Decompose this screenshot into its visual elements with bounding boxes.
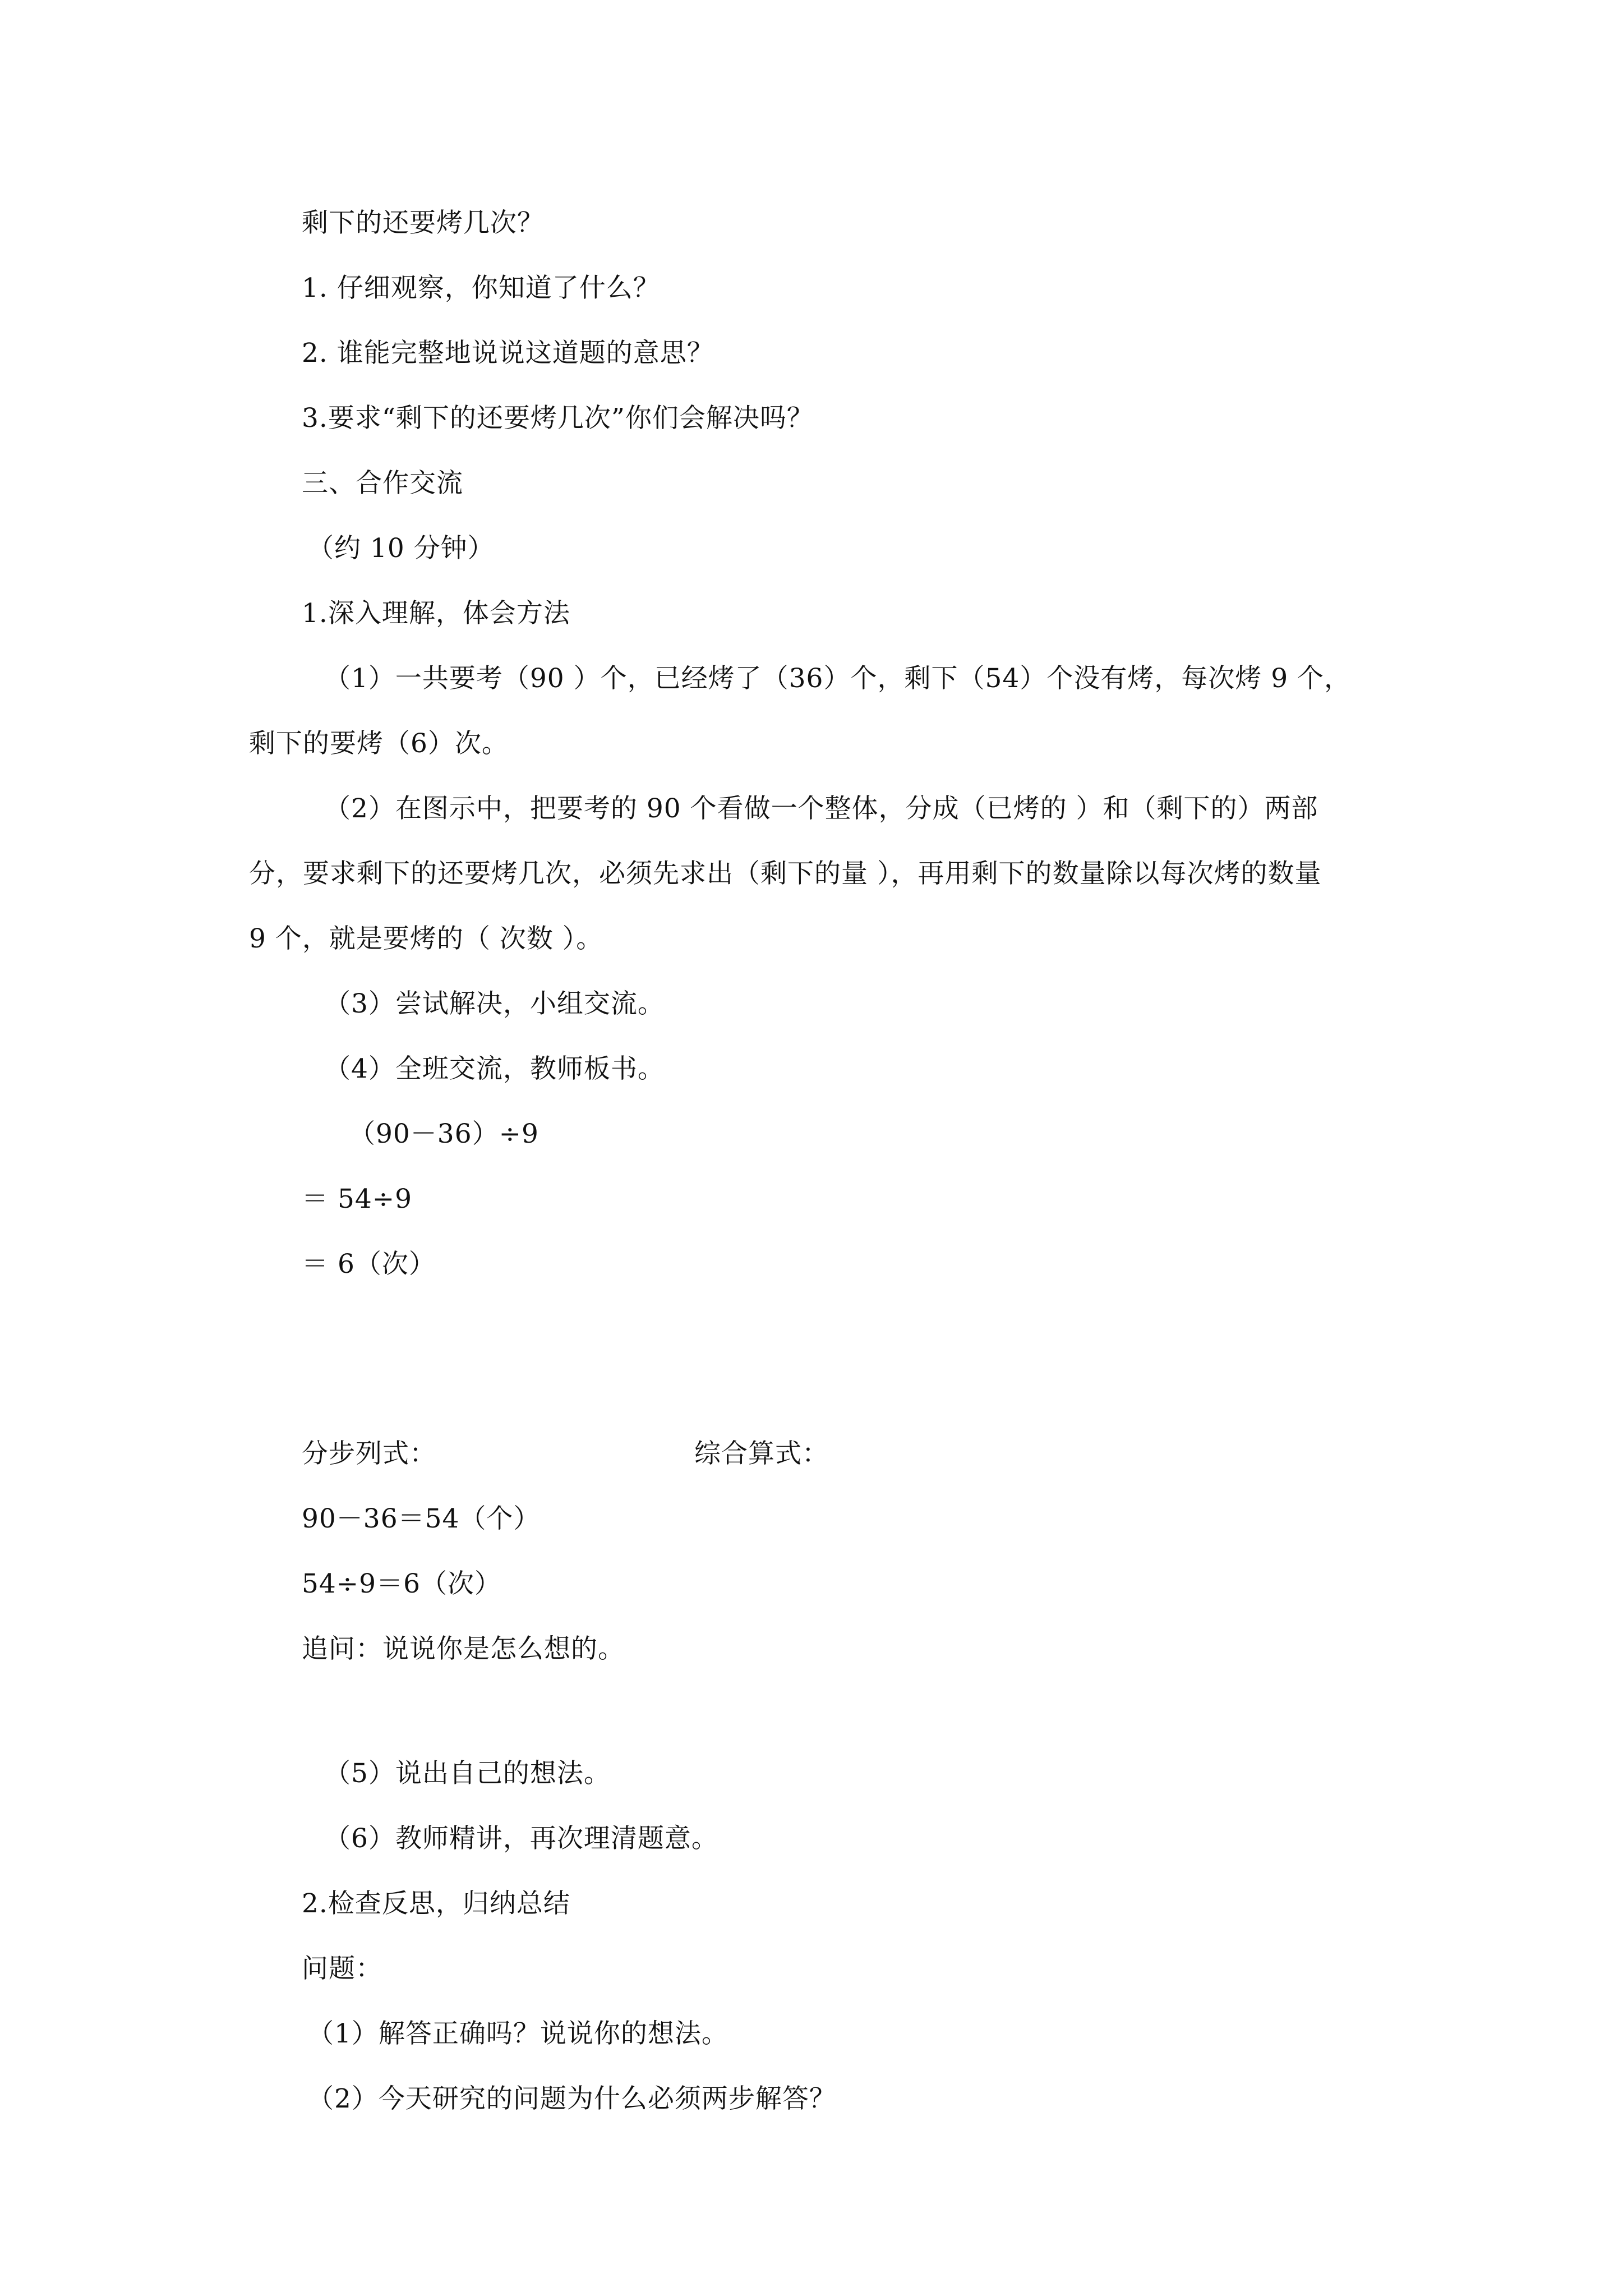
item1-line2: 剩下的要烤（6）次。 — [249, 728, 509, 759]
item2-line1: （2）在图示中，把要考的 90 个看做一个整体，分成（已烤的 ）和（剩下的）两部 — [324, 793, 1318, 824]
intro-question: 剩下的还要烤几次？ — [302, 208, 544, 238]
item6: （6）教师精讲，再次理清题意。 — [324, 1823, 718, 1854]
step-method-label: 分步列式： — [302, 1438, 436, 1469]
observe-question-3: 3.要求“剩下的还要烤几次”你们会解决吗？ — [302, 403, 814, 434]
section-time: （约 10 分钟） — [307, 533, 495, 564]
question-2: （2）今天研究的问题为什么必须两步解答？ — [307, 2083, 836, 2114]
section-title: 三、合作交流 — [302, 468, 463, 499]
item2-line3: 9 个，就是要烤的（ 次数 ）。 — [249, 923, 603, 954]
followup-question: 追问：说说你是怎么想的。 — [302, 1634, 625, 1664]
questions-label: 问题： — [302, 1953, 382, 1984]
combined-label: 综合算式： — [694, 1438, 829, 1469]
calc-line-2: ＝ 54÷9 — [302, 1184, 413, 1214]
step2-title: 2.检查反思，归纳总结 — [302, 1888, 570, 1919]
item4: （4）全班交流，教师板书。 — [324, 1053, 665, 1084]
observe-question-1: 1. 仔细观察，你知道了什么？ — [302, 273, 660, 303]
step-calc-2: 54÷9＝6（次） — [302, 1568, 501, 1599]
observe-question-2: 2. 谁能完整地说说这道题的意思？ — [302, 338, 714, 369]
question-1: （1）解答正确吗？说说你的想法。 — [307, 2018, 728, 2049]
step1-title: 1.深入理解，体会方法 — [302, 598, 570, 629]
item1-line1: （1）一共要考（90 ）个，已经烤了（36）个，剩下（54）个没有烤，每次烤 9 个， — [324, 663, 1352, 694]
calc-line-1: （90－36）÷9 — [349, 1119, 539, 1149]
step-calc-1: 90－36＝54（个） — [302, 1503, 541, 1534]
item2-line2: 分，要求剩下的还要烤几次，必须先求出（剩下的量 ），再用剩下的数量除以每次烤的数量 — [249, 858, 1322, 889]
calc-line-3: ＝ 6（次） — [302, 1249, 436, 1280]
item5: （5）说出自己的想法。 — [324, 1758, 611, 1789]
item3: （3）尝试解决，小组交流。 — [324, 988, 665, 1019]
